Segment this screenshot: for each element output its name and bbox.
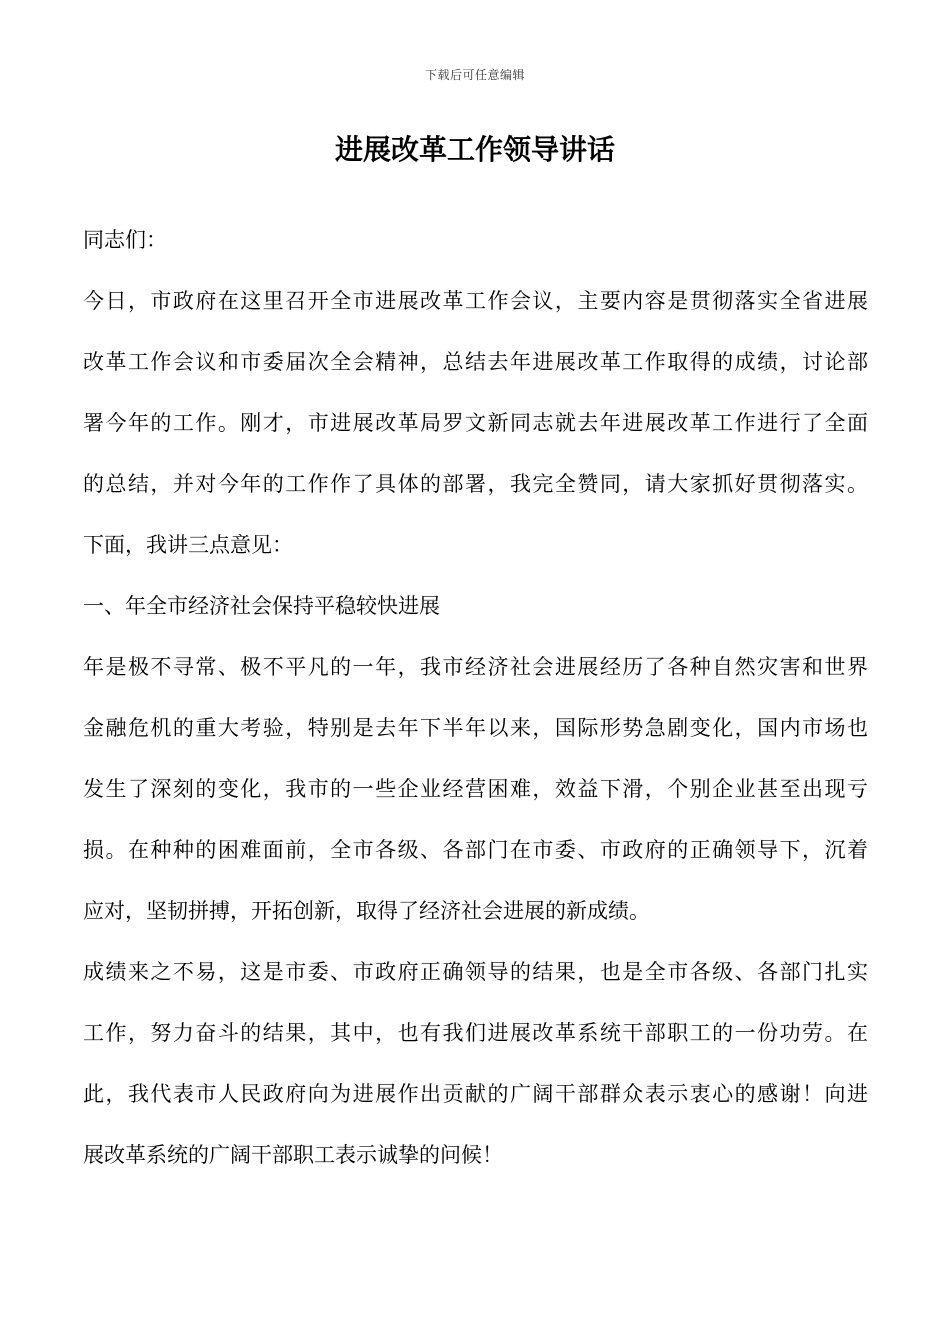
paragraph-line: 的总结，并对今年的工作作了具体的部署，我完全赞同，请大家抓好贯彻落实。 — [83, 472, 868, 496]
paragraph-line: 金融危机的重大考验，特别是去年下半年以来，国际形势急剧变化，国内市场也 — [83, 716, 868, 740]
paragraph-line: 署今年的工作。刚才，市进展改革局罗文新同志就去年进展改革工作进行了全面 — [83, 411, 868, 435]
paragraph-line: 今日，市政府在这里召开全市进展改革工作会议，主要内容是贯彻落实全省进展 — [83, 289, 868, 313]
section-heading: 一、年全市经济社会保持平稳较快进展 — [83, 594, 440, 618]
paragraph-line: 改革工作会议和市委届次全会精神，总结去年进展改革工作取得的成绩，讨论部 — [83, 350, 868, 374]
paragraph-line: 应对，坚韧拼搏，开拓创新，取得了经济社会进展的新成绩。 — [83, 899, 650, 923]
greeting-line: 同志们： — [83, 228, 167, 252]
paragraph-line: 年是极不寻常、极不平凡的一年，我市经济社会进展经历了各种自然灾害和世界 — [83, 655, 868, 679]
document-title: 进展改革工作领导讲话 — [334, 133, 615, 166]
paragraph-line: 下面，我讲三点意见： — [83, 533, 293, 557]
paragraph-line: 损。在种种的困难面前，全市各级、各部门在市委、市政府的正确领导下，沉着 — [83, 838, 868, 862]
header-note: 下载后可任意编辑 — [424, 68, 525, 82]
paragraph-line: 此，我代表市人民政府向为进展作出贡献的广阔干部群众表示衷心的感谢！向进 — [83, 1082, 868, 1106]
paragraph-line: 展改革系统的广阔干部职工表示诚挚的问候！ — [83, 1143, 503, 1167]
paragraph-line: 成绩来之不易，这是市委、市政府正确领导的结果，也是全市各级、各部门扎实 — [83, 960, 868, 984]
paragraph-line: 工作，努力奋斗的结果，其中，也有我们进展改革系统干部职工的一份功劳。在 — [83, 1021, 868, 1045]
paragraph-line: 发生了深刻的变化，我市的一些企业经营困难，效益下滑，个别企业甚至出现亏 — [83, 777, 868, 801]
document-body — [83, 222, 868, 1198]
